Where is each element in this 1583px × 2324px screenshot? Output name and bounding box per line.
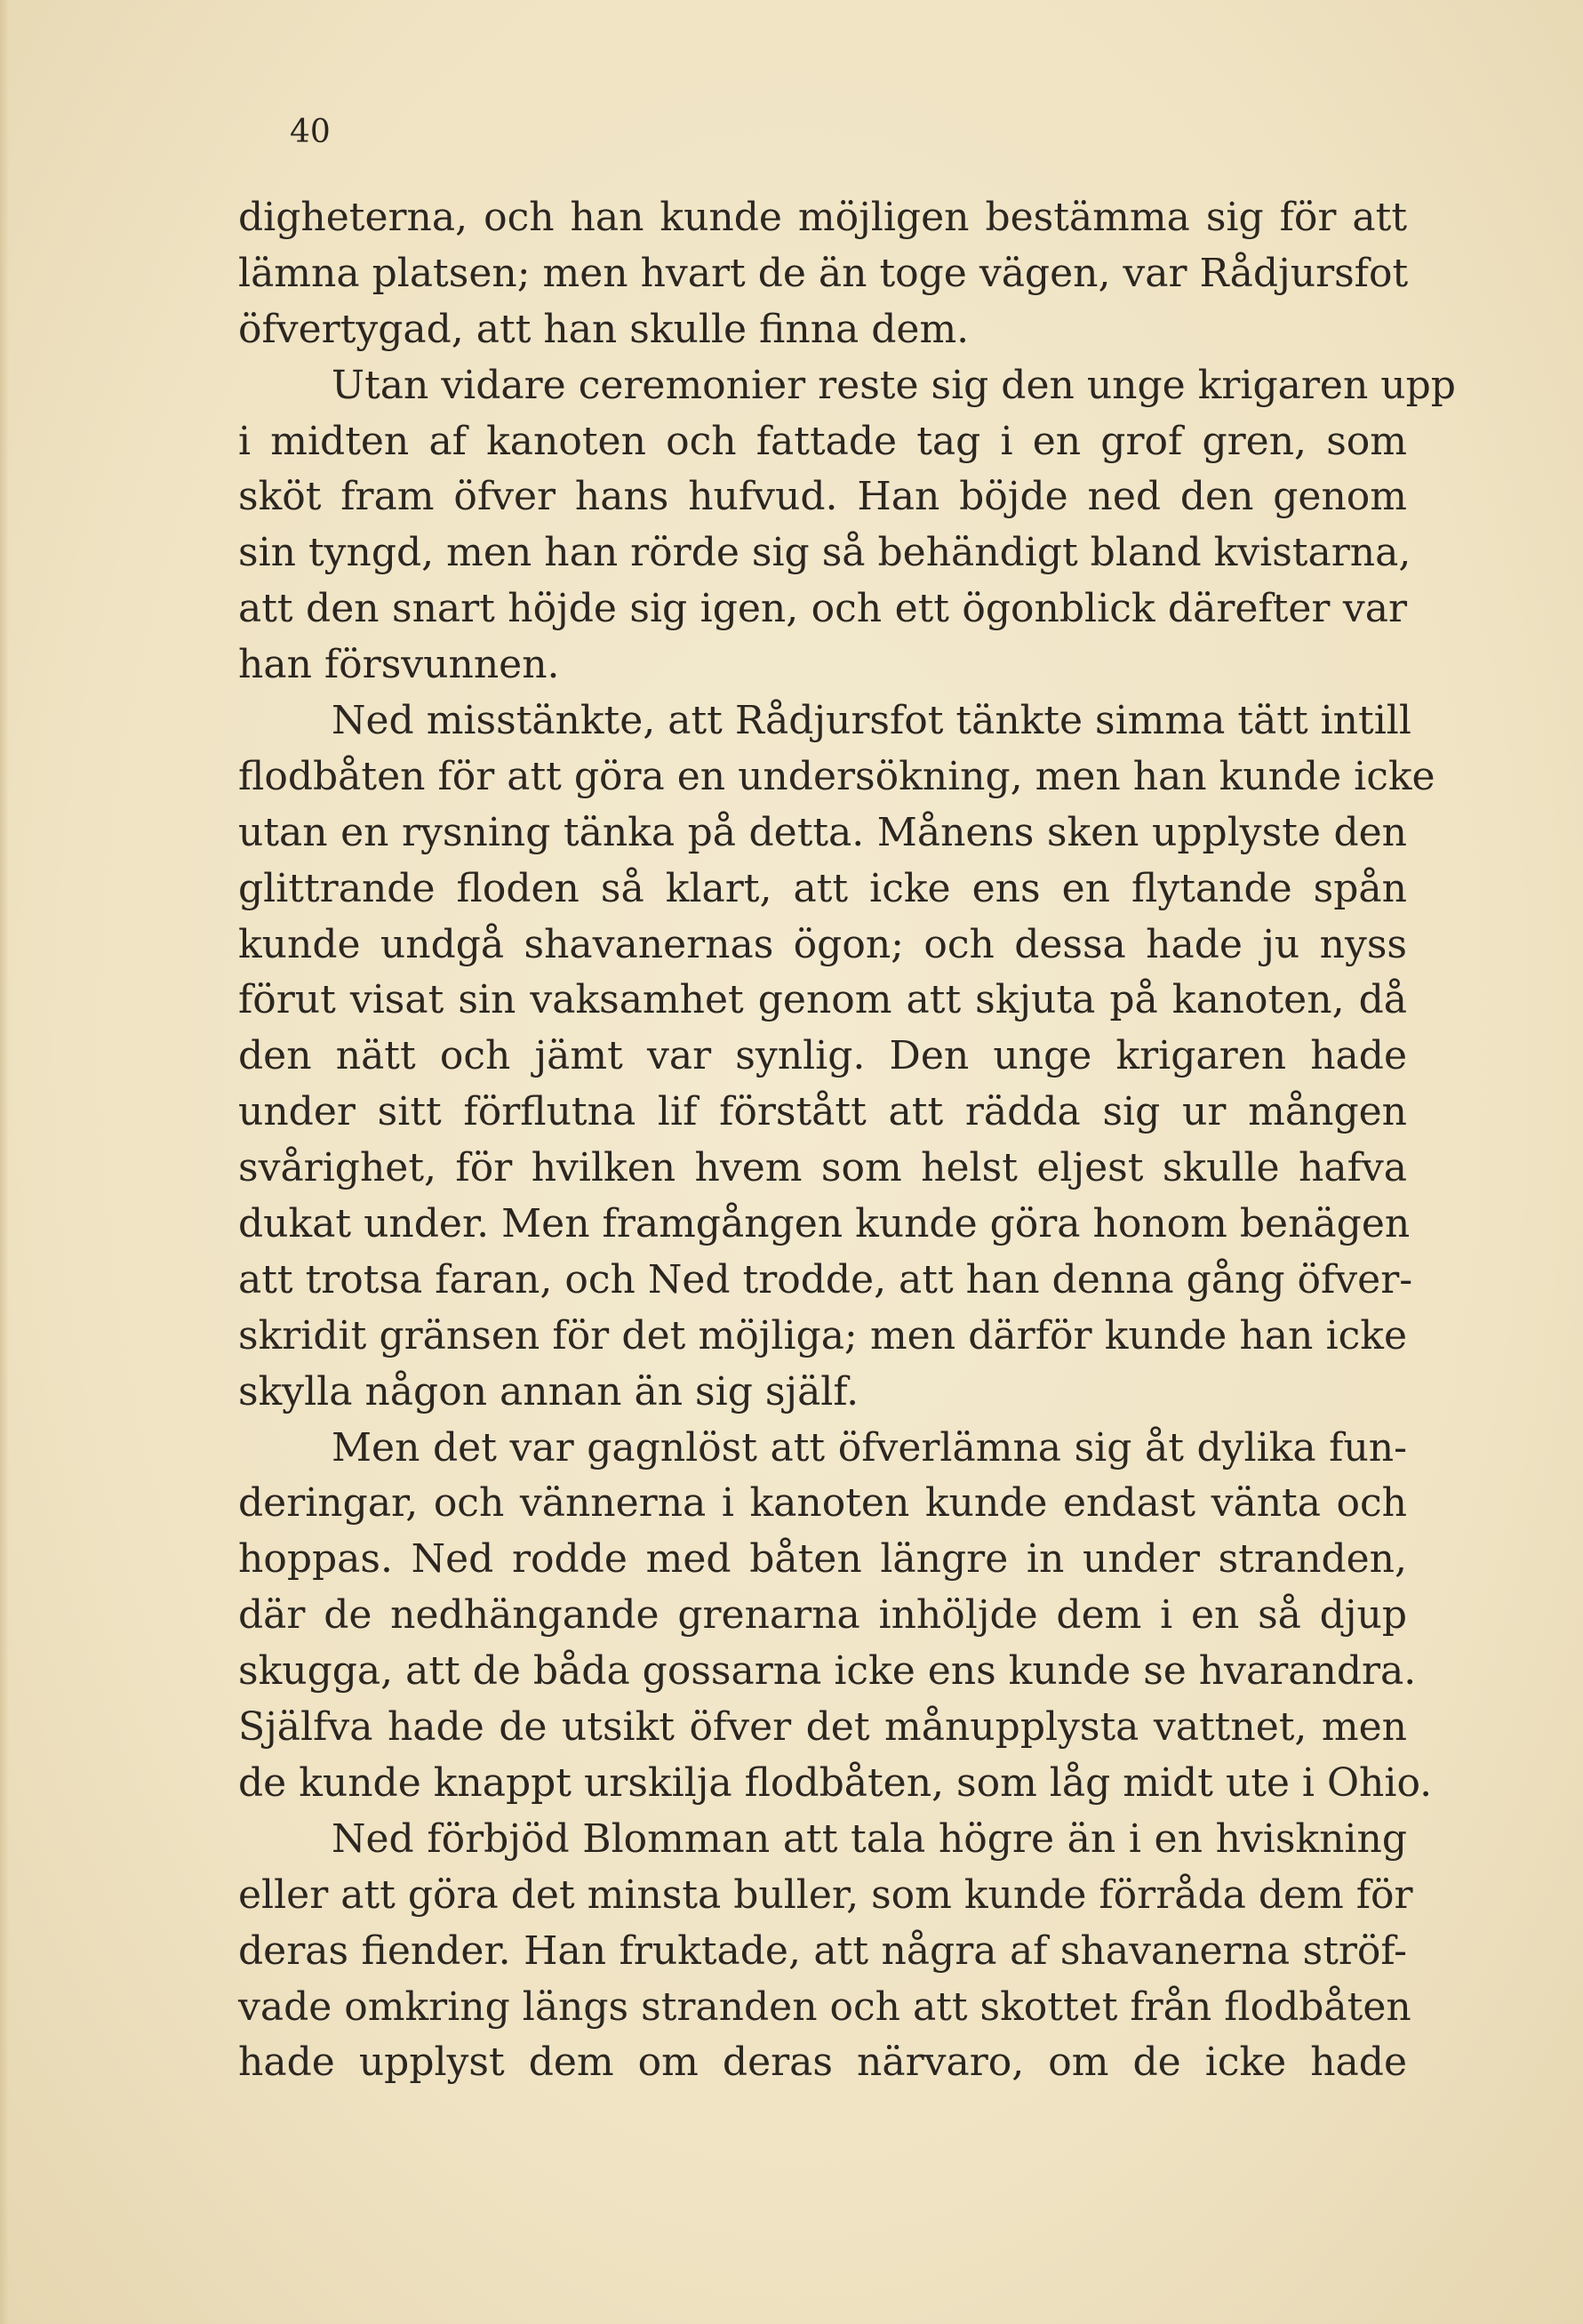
text-line: dukat under. Men framgången kunde göra honom benägen	[238, 1201, 1411, 1247]
text-line: Ned förbjöd Blomman att tala högre än i en hviskning	[332, 1815, 1407, 1862]
text-line: vade omkring längs stranden och att skottet från flodbåten	[238, 1983, 1411, 2030]
text-line: att trotsa faran, och Ned trodde, att han denna gång öfver-	[238, 1256, 1413, 1302]
text-line: lämna platsen; men hvart de än toge vägen, var Rådjursfot	[238, 250, 1409, 296]
text-line: Utan vidare ceremonier reste sig den unge krigaren upp	[332, 362, 1456, 408]
text-line: eller att göra det minsta buller, som kunde förråda dem för	[238, 1871, 1413, 1918]
text-line: digheterna, och han kunde möjligen bestämma sig för att	[238, 195, 1407, 240]
paragraph	[238, 1812, 1413, 2091]
text-line: hoppas. Ned rodde med båten längre in under stranden,	[238, 1536, 1407, 1583]
text-line: flodbåten för att göra en undersökning, men han kunde icke	[238, 753, 1435, 799]
text-line: Själfva hade de utsikt öfver det månupplysta vattnet, men	[238, 1704, 1407, 1751]
text-line: hade upplyst dem om deras närvaro, om de icke hade	[238, 2040, 1407, 2086]
text-line: sköt fram öfver hans hufvud. Han böjde ned den genom	[238, 474, 1407, 520]
paragraph	[238, 1421, 1433, 1812]
body-text	[238, 190, 1456, 2091]
paragraph	[238, 190, 1407, 358]
text-line: deras fiender. Han fruktade, att några af shavanerna ströf-	[238, 1927, 1407, 1974]
text-line: kunde undgå shavanernas ögon; och dessa hade ju nyss	[238, 921, 1407, 967]
text-line: den nätt och jämt var synlig. Den unge krigaren hade	[238, 1033, 1407, 1079]
text-line: skylla någon annan än sig själf.	[238, 1368, 859, 1414]
text-line: under sitt förflutna lif förstått att rädda sig ur mången	[238, 1089, 1407, 1135]
text-line: Men det var gagnlöst att öfverlämna sig åt dylika fun-	[332, 1424, 1407, 1471]
text-line: svårighet, för hvilken hvem som helst eljest skulle hafva	[238, 1145, 1407, 1191]
text-line: skridit gränsen för det möjliga; men därför kunde han icke	[238, 1312, 1407, 1358]
text-line: i midten af kanoten och fattade tag i en grof gren, som	[238, 418, 1407, 464]
text-line: där de nedhängande grenarna inhöljde dem i en så djup	[238, 1592, 1407, 1639]
text-line: deringar, och vännerna i kanoten kunde endast vänta och	[238, 1480, 1407, 1527]
paragraph	[238, 358, 1456, 693]
text-line: skugga, att de båda gossarna icke ens kunde se hvarandra.	[238, 1648, 1417, 1695]
text-line: Ned misstänkte, att Rådjursfot tänkte simma tätt intill	[332, 698, 1411, 744]
text-line: han försvunnen.	[238, 642, 560, 688]
text-line: att den snart höjde sig igen, och ett ögonblick därefter var	[238, 586, 1407, 632]
text-line: förut visat sin vaksamhet genom att skjuta på kanoten, då	[238, 977, 1407, 1023]
text-line: de kunde knappt urskilja flodbåten, som låg midt ute i Ohio.	[238, 1759, 1433, 1806]
page-number: 40	[290, 114, 331, 150]
paragraph	[238, 693, 1435, 1421]
text-line: utan en rysning tänka på detta. Månens sken upplyste den	[238, 809, 1407, 855]
page-edge-shadow	[0, 0, 9, 2324]
text-line: glittrande floden så klart, att icke ens en flytande spån	[238, 865, 1407, 911]
text-line: öfvertygad, att han skulle finna dem.	[238, 306, 970, 352]
text-line: sin tyngd, men han rörde sig så behändigt bland kvistarna,	[238, 530, 1411, 576]
